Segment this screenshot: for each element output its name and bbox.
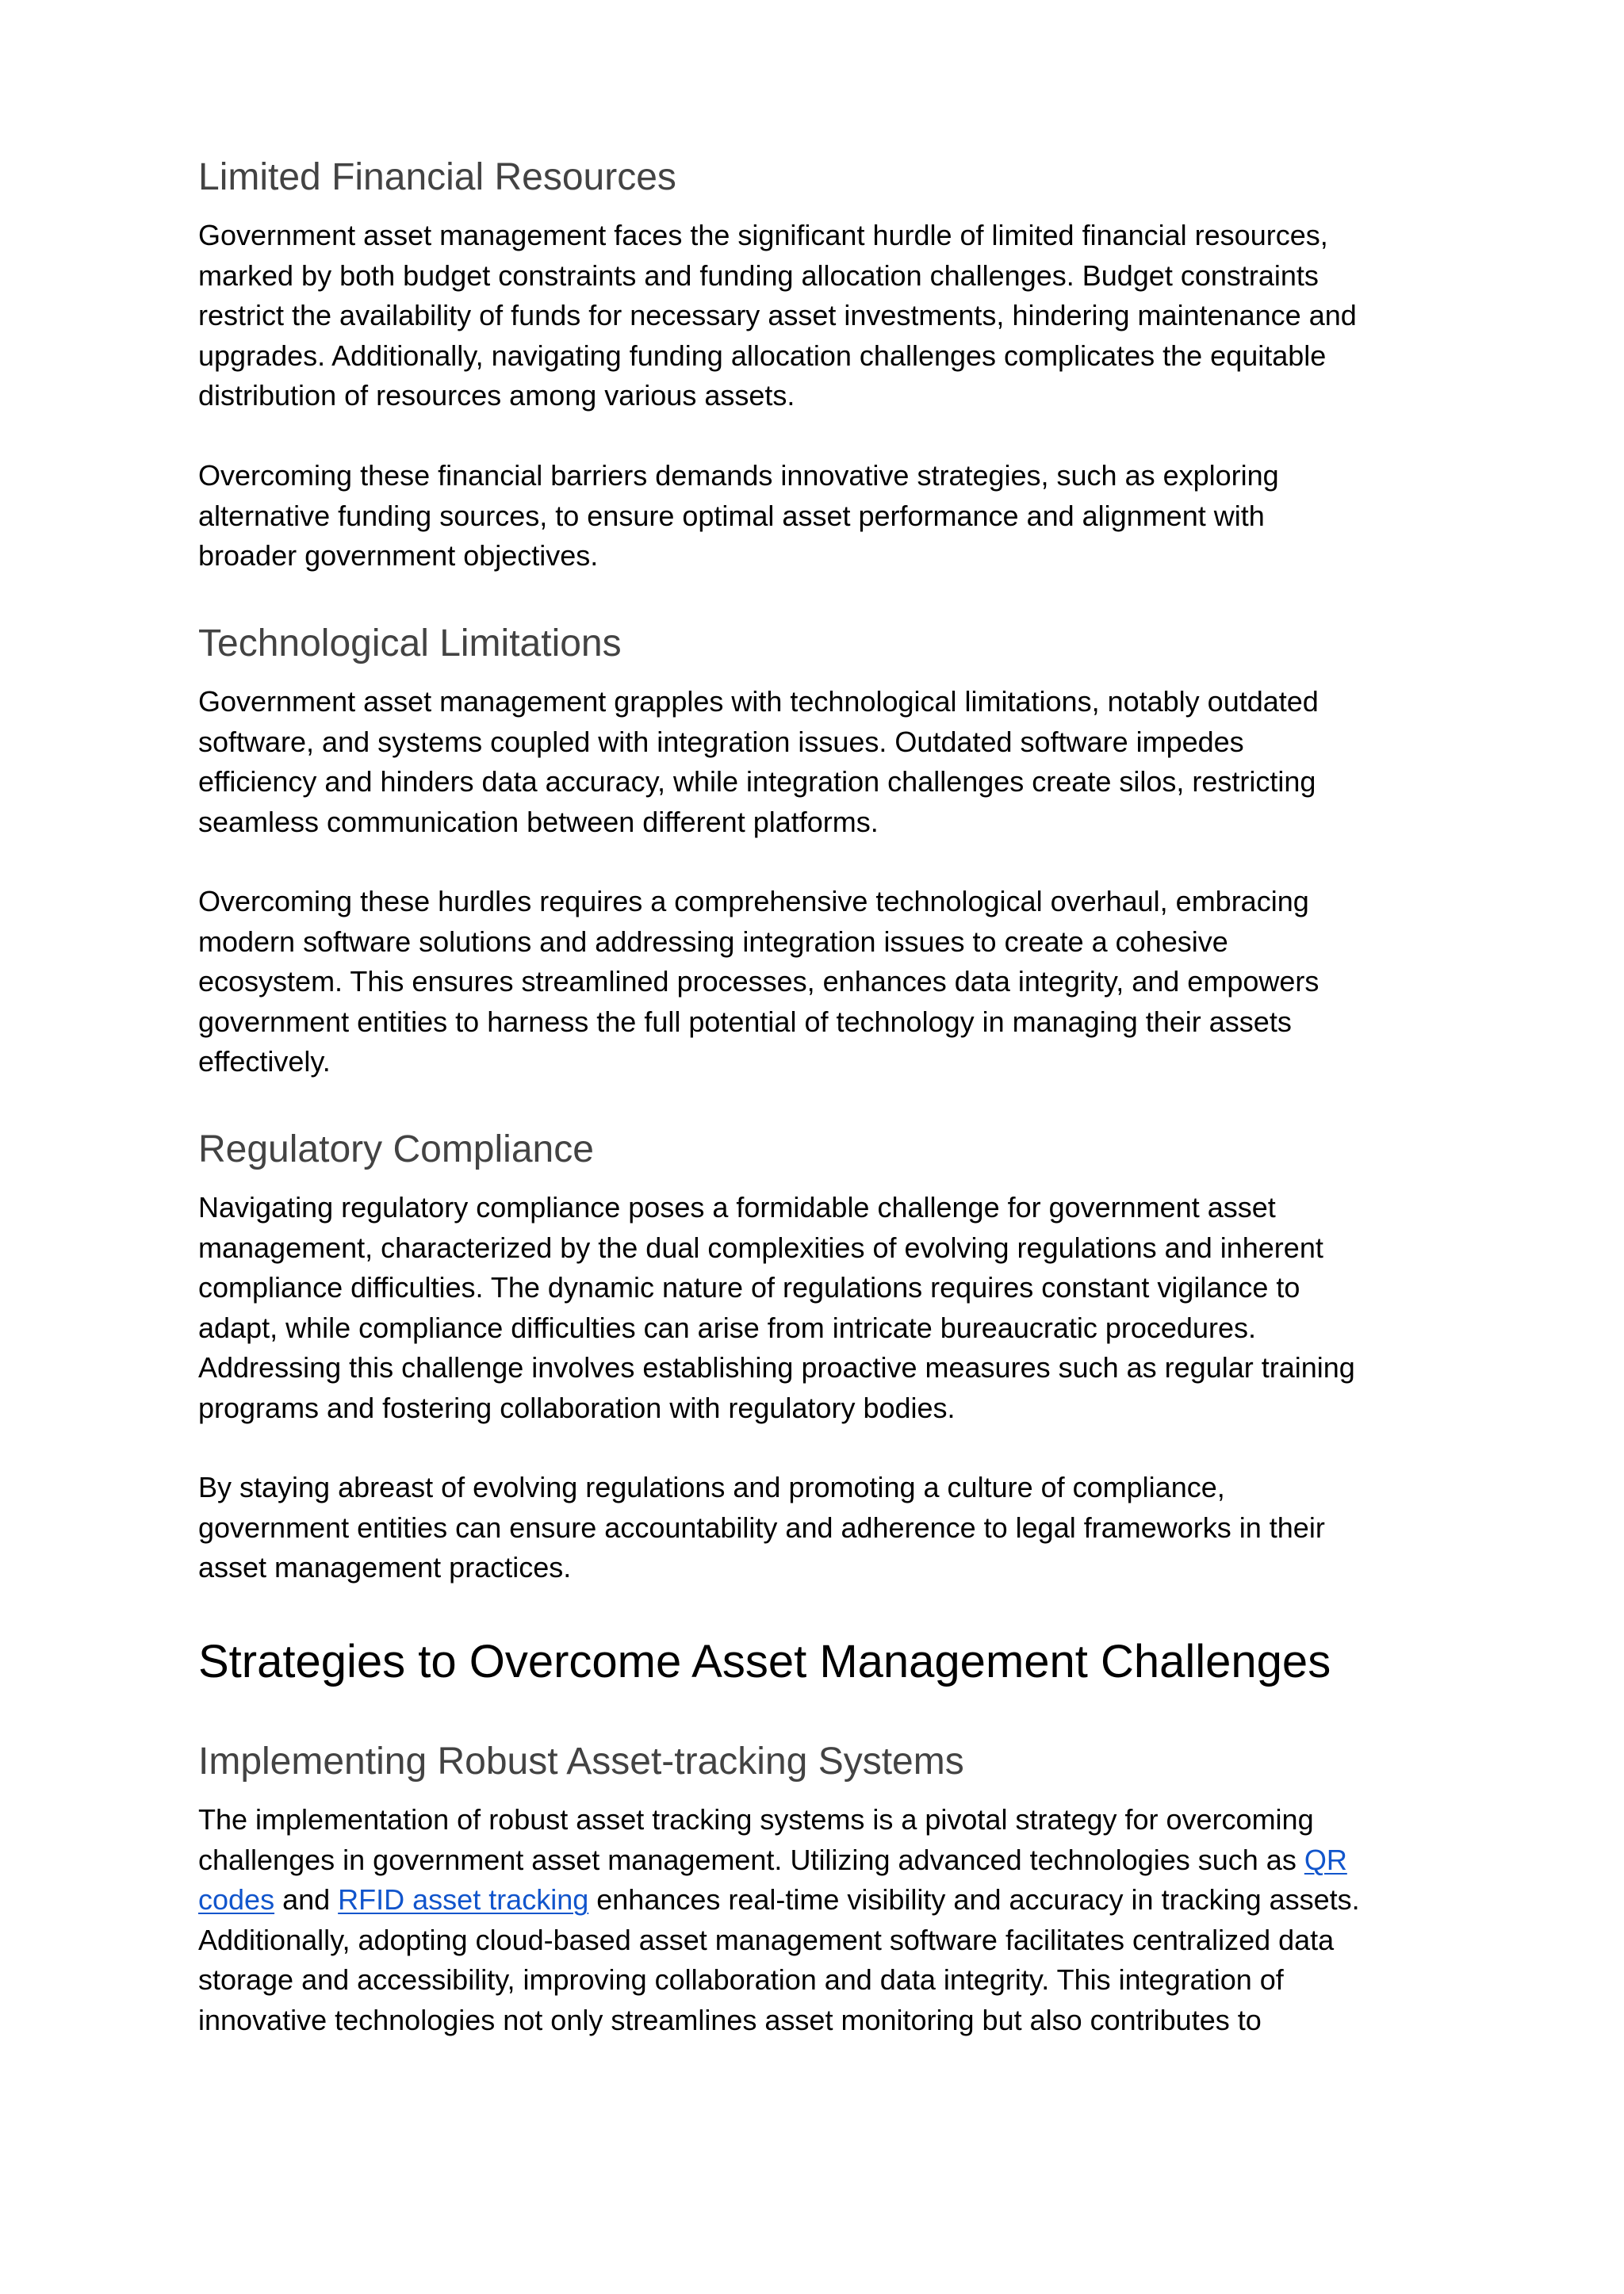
text-line: By staying abreast of evolving regulations and promoting a culture of compliance,	[198, 1471, 1225, 1503]
text-line: Government asset management faces the significant hurdle of limited financial resources,	[198, 219, 1328, 251]
text-line: seamless communication between different platforms.	[198, 805, 879, 838]
text-line: asset management practices.	[198, 1551, 572, 1584]
text-line: Addressing this challenge involves establishing proactive measures such as regular training	[198, 1351, 1355, 1384]
paragraph-regulatory-2	[198, 1468, 1435, 1588]
text-fragment: and	[274, 1883, 339, 1916]
heading-strategies: Strategies to Overcome Asset Management Challenges	[198, 1636, 1331, 1687]
heading-limited-financial-resources: Limited Financial Resources	[198, 156, 676, 198]
text-line: ecosystem. This ensures streamlined processes, enhances data integrity, and empowers	[198, 965, 1320, 998]
text-line: The implementation of robust asset tracking systems is a pivotal strategy for overcoming	[198, 1803, 1314, 1836]
text-line: Additionally, adopting cloud-based asset management software facilitates centralized data	[198, 1923, 1335, 1956]
paragraph-financial-2	[198, 456, 1435, 576]
text-line: restrict the availability of funds for necessary asset investments, hindering maintenance and	[198, 299, 1357, 331]
text-line: innovative technologies not only streamlines asset monitoring but also contributes to	[198, 2003, 1262, 2036]
text-line: efficiency and hinders data accuracy, while integration challenges create silos, restricting	[198, 765, 1316, 798]
text-line	[198, 1840, 1435, 1881]
text-line: software, and systems coupled with integration issues. Outdated software impedes	[198, 725, 1244, 758]
text-line: marked by both budget constraints and funding allocation challenges. Budget constraints	[198, 259, 1319, 292]
paragraph-technological-2	[198, 882, 1435, 1082]
paragraph-technological-1	[198, 682, 1435, 842]
text-line: upgrades. Additionally, navigating funding allocation challenges complicates the equitable	[198, 339, 1327, 372]
paragraph-regulatory-1	[198, 1188, 1435, 1428]
paragraph-asset-tracking	[198, 1800, 1435, 2040]
qr-codes-link-continued[interactable]: codes	[198, 1883, 275, 1916]
text-line: distribution of resources among various assets.	[198, 379, 795, 412]
text-line: programs and fostering collaboration with regulatory bodies.	[198, 1391, 956, 1424]
text-line: Navigating regulatory compliance poses a formidable challenge for government asset	[198, 1191, 1276, 1224]
text-fragment: challenges in government asset management. Utilizing advanced technologies such as	[198, 1843, 1304, 1876]
text-line: government entities can ensure accountability and adherence to legal frameworks in their	[198, 1511, 1325, 1544]
heading-regulatory-compliance: Regulatory Compliance	[198, 1128, 594, 1170]
text-line: broader government objectives.	[198, 539, 599, 572]
heading-technological-limitations: Technological Limitations	[198, 622, 622, 664]
text-line: Overcoming these hurdles requires a comprehensive technological overhaul, embracing	[198, 885, 1309, 917]
text-fragment: enhances real-time visibility and accuracy in tracking assets.	[588, 1883, 1360, 1916]
text-line: Government asset management grapples with technological limitations, notably outdated	[198, 685, 1319, 718]
text-line: Overcoming these financial barriers demands innovative strategies, such as exploring	[198, 459, 1279, 492]
text-line: effectively.	[198, 1045, 331, 1078]
text-line: government entities to harness the full potential of technology in managing their assets	[198, 1005, 1292, 1038]
heading-implementing-asset-tracking: Implementing Robust Asset-tracking Systems	[198, 1741, 964, 1783]
rfid-asset-tracking-link[interactable]: RFID asset tracking	[338, 1883, 589, 1916]
text-line: compliance difficulties. The dynamic nature of regulations requires constant vigilance to	[198, 1271, 1300, 1304]
text-line: alternative funding sources, to ensure optimal asset performance and alignment with	[198, 499, 1265, 532]
text-line: adapt, while compliance difficulties can arise from intricate bureaucratic procedures.	[198, 1311, 1256, 1344]
text-line: management, characterized by the dual complexities of evolving regulations and inherent	[198, 1231, 1323, 1264]
text-line	[198, 1880, 1435, 1921]
text-line: storage and accessibility, improving collaboration and data integrity. This integration of	[198, 1963, 1284, 1996]
qr-codes-link[interactable]: QR	[1304, 1843, 1347, 1876]
text-line: modern software solutions and addressing integration issues to create a cohesive	[198, 925, 1228, 958]
paragraph-financial-1	[198, 216, 1435, 416]
